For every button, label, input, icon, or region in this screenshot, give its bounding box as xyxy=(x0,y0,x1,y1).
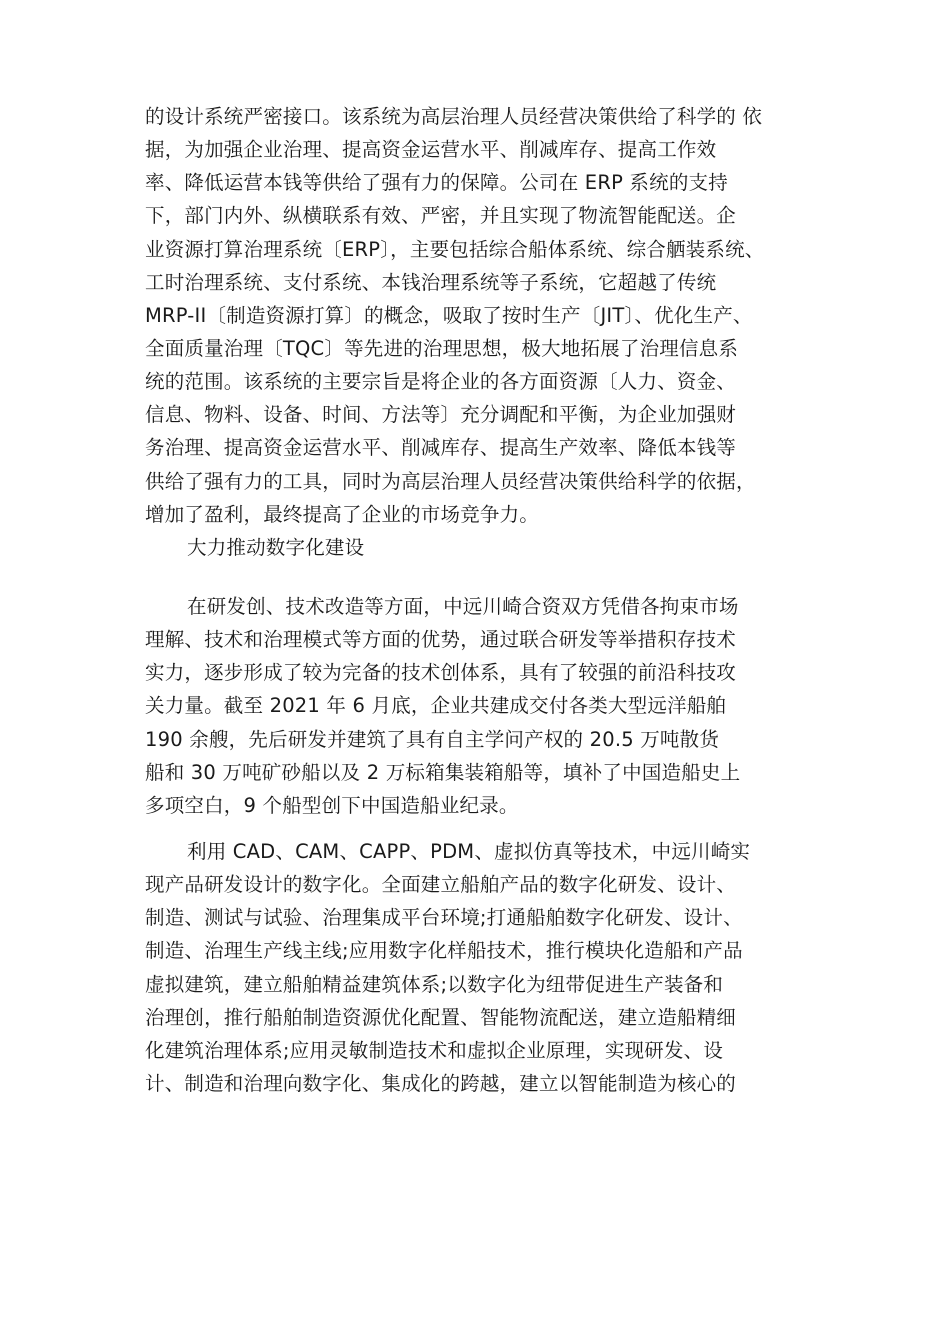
text-line: 信息、物料、设备、时间、方法等〕充分调配和平衡，为企业加强财 xyxy=(145,403,737,427)
text-line: MRP-II〔制造资源打算〕的概念，吸取了按时生产〔JIT〕、优化生产、 xyxy=(145,303,753,327)
text-line: 制造、治理生产线主线;应用数字化样船技术，推行模块化造船和产品 xyxy=(145,939,743,963)
text-line: 工时治理系统、支付系统、本钱治理系统等子系统，它超越了传统 xyxy=(145,270,717,294)
text-line: 虚拟建筑，建立船舶精益建筑体系;以数字化为纽带促进生产装备和 xyxy=(145,972,724,996)
paragraph-rd xyxy=(145,590,845,822)
text-line: 的设计系统严密接口。该系统为高层治理人员经营决策供给了科学的 依 xyxy=(145,105,763,128)
body-text-top xyxy=(145,100,845,564)
section-heading-text: 大力推动数字化建设 xyxy=(187,535,365,559)
text-line: 多项空白，9 个船型创下中国造船业纪录。 xyxy=(145,793,519,817)
text-line: 制造、测试与试验、治理集成平台环境;打通船舶数字化研发、设计、 xyxy=(145,906,743,930)
text-line: 统的范围。该系统的主要宗旨是将企业的各方面资源〔人力、资金、 xyxy=(145,370,737,394)
body-text-middle xyxy=(145,590,845,822)
paragraph-digital xyxy=(145,835,845,1100)
text-line: 据，为加强企业治理、提高资金运营水平、削减库存、提高工作效 xyxy=(145,138,717,162)
text-line: 务治理、提高资金运营水平、削减库存、提高生产效率、降低本钱等 xyxy=(145,436,737,460)
text-line: 190 余艘，先后研发并建筑了具有自主学问产权的 20.5 万吨散货 xyxy=(145,727,720,751)
body-text-bottom xyxy=(145,835,845,1100)
text-line: 治理创，推行船舶制造资源优化配置、智能物流配送，建立造船精细 xyxy=(145,1005,737,1029)
text-line: 实力，逐步形成了较为完备的技术创体系，具有了较强的前沿科技攻 xyxy=(145,661,737,685)
text-line: 增加了盈利，最终提高了企业的市场竞争力。 xyxy=(145,502,540,526)
text-line: 船和 30 万吨矿砂船以及 2 万标箱集装箱船等，填补了中国造船史上 xyxy=(145,760,741,784)
text-line: 理解、技术和治理模式等方面的优势，通过联合研发等举措积存技术 xyxy=(145,628,737,652)
text-line: 率、降低运营本钱等供给了强有力的保障。公司在 ERP 系统的支持 xyxy=(145,171,728,195)
text-line: 化建筑治理体系;应用灵敏制造技术和虚拟企业原理，实现研发、设 xyxy=(145,1038,724,1062)
text-line: 计、制造和治理向数字化、集成化的跨越，建立以智能制造为核心的 xyxy=(145,1071,737,1095)
text-line: 全面质量治理〔TQC〕等先进的治理思想，极大地拓展了治理信息系 xyxy=(145,336,739,360)
text-line: 供给了强有力的工具，同时为高层治理人员经营决策供给科学的依据， xyxy=(145,469,756,493)
section-heading xyxy=(145,531,845,564)
text-line: 下，部门内外、纵横联系有效、严密，并且实现了物流智能配送。企 xyxy=(145,204,737,228)
text-line: 关力量。截至 2021 年 6 月底，企业共建成交付各类大型远洋船舶 xyxy=(145,694,727,718)
paragraph-erp xyxy=(145,100,845,531)
text-line: 业资源打算治理系统〔ERP〕，主要包括综合船体系统、综合舾装系统、 xyxy=(145,237,765,261)
text-line: 利用 CAD、CAM、CAPP、PDM、虚拟仿真等技术，中远川崎实 xyxy=(187,840,751,863)
text-line: 现产品研发设计的数字化。全面建立船舶产品的数字化研发、设计、 xyxy=(145,873,737,897)
text-line: 在研发创、技术改造等方面，中远川崎合资双方凭借各拘束市场 xyxy=(187,595,739,618)
